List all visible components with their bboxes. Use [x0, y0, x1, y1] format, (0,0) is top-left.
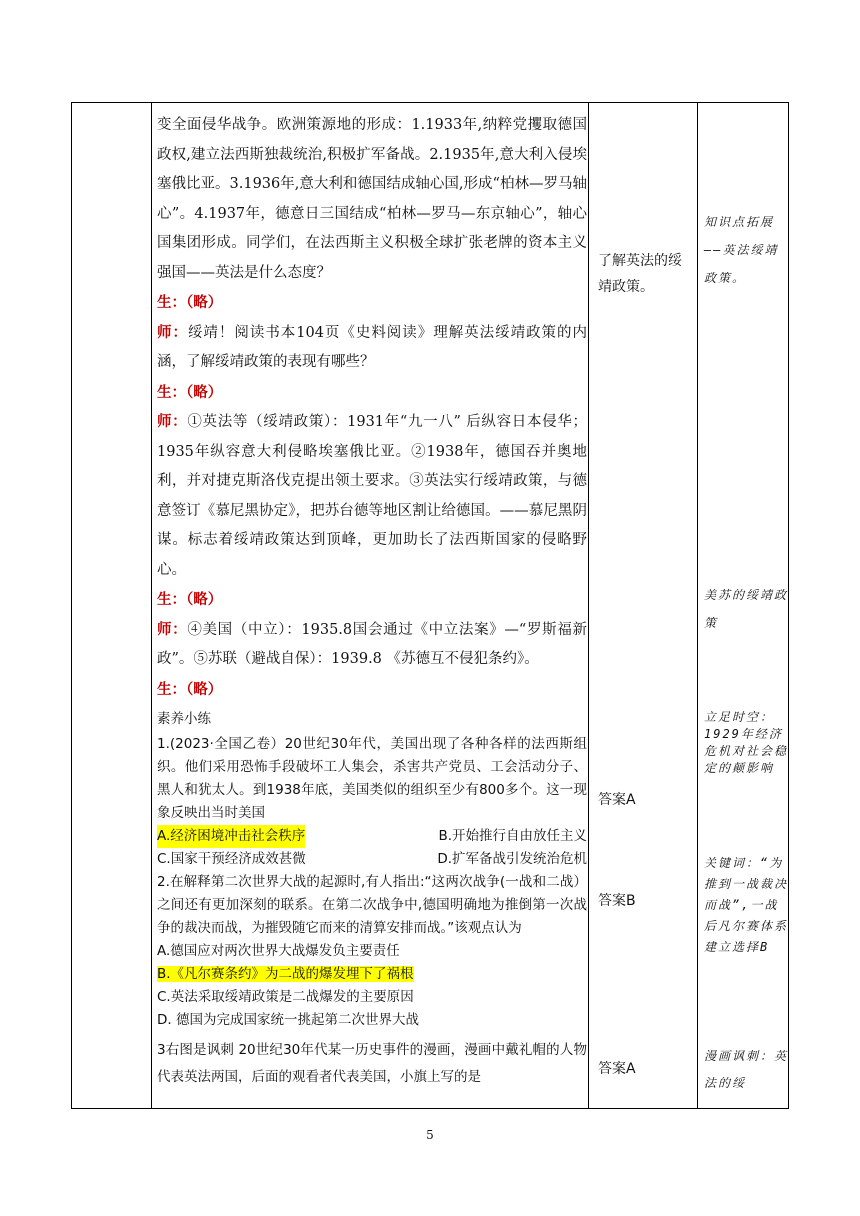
note-cell-5: 漫画讽刺：英法的绥: [704, 1049, 789, 1090]
goal-cell-1: 了解英法的绥靖政策。: [598, 253, 682, 295]
page-number: 5: [426, 1128, 434, 1142]
question-2-stem: 2.在解释第二次世界大战的起源时,有人指出:“这两次战争(一战和二战）之间还有更加深刻的联系。在第二次战争中,德国明确地为推倒第一次战争的裁决而战，为摧毁随它而来的清算安排而战。”该观点认为: [157, 874, 587, 936]
student-response: 生：（略）: [157, 383, 223, 401]
teacher-text: ④美国（中立）：1935.8国会通过《中立法案》—“罗斯福新政”。⑤苏联（避战自保）：1939.8 《苏德互不侵犯条约》。: [157, 621, 587, 667]
question-1-options-row-1: [157, 825, 587, 848]
answer-cell-2: 答案B: [598, 893, 636, 909]
note-cell-1: 知识点拓展——英法绥靖政策。: [704, 215, 779, 285]
teacher-label: 师：: [157, 323, 188, 341]
question-2-option-d: D. 德国为完成国家统一挑起第二次世界大战: [157, 1012, 419, 1028]
question-1-option-b: B.开始推行自由放任主义: [438, 828, 587, 844]
answer-cell-1: 答案A: [598, 792, 636, 808]
question-3-stem: 3右图是讽刺 20世纪30年代某一历史事件的漫画，漫画中戴礼帽的人物代表英法两国，后面的观看者代表美国，小旗上写的是: [157, 1042, 587, 1085]
question-2-option-c: C.英法采取绥靖政策是二战爆发的主要原因: [157, 989, 414, 1005]
column-divider-2: [588, 103, 589, 1108]
column-divider-1: [151, 103, 152, 1108]
teacher-paragraph-2: [157, 318, 587, 378]
teacher-text: ①英法等（绥靖政策）：1931年“九一八” 后纵容日本侵华；1935年纵容意大利侵略埃塞俄比亚。②1938年，德国吞并奥地利，并对捷克斯洛伐克提出领土要求。③英法实行绥靖政策，与德意签订《慕尼黑协定》，把苏台德等地区割让给德国。——慕尼黑阴谋。标志着绥靖政策达到顶峰，更加助长了法西斯国家的侵略野心。: [157, 414, 588, 578]
teaching-process-column: [157, 111, 587, 1091]
question-1-option-d: D.扩军备战引发统治危机: [437, 851, 587, 867]
question-1-stem: 1.(2023·全国乙卷）20世纪30年代，美国出现了各种各样的法西斯组织。他们采用恐怖手段破坏工人集会，杀害共产党员、工会活动分子、黑人和犹太人。到1938年底，美国类似的组织至少有800多个。这一现象反映出当时美国: [157, 736, 587, 821]
question-1-option-c: C.国家干预经济成效甚微: [157, 851, 306, 867]
question-1-option-a: A.经济困境冲击社会秩序: [157, 825, 305, 848]
lesson-table: [71, 102, 789, 1109]
note-cell-4: 关键词：“为推到一战裁决而战”,一战后凡尔赛体系建立选择B: [704, 856, 789, 954]
teacher-paragraph-3: [157, 407, 587, 585]
intro-paragraph: 变全面侵华战争。欧洲策源地的形成：1.1933年,纳粹党攫取德国政权,建立法西斯独裁统治,积极扩军备战。2.1935年,意大利入侵埃塞俄比亚。3.1936年,意大利和德国结成轴心国,形成“柏林—罗马轴心”。4.1937年，德意日三国结成“柏林—罗马—东京轴心”，轴心国集团形成。同学们，在法西斯主义积极全球扩张老牌的资本主义强国——英法是什么态度？: [157, 117, 587, 281]
practice-section: [157, 708, 587, 1091]
student-response: 生：（略）: [157, 591, 223, 608]
teacher-label: 师：: [157, 413, 188, 430]
practice-title: 素养小练: [157, 711, 211, 727]
teacher-label: 师：: [157, 620, 188, 638]
question-2-option-b: B.《凡尔赛条约》为二战的爆发埋下了祸根: [157, 966, 414, 982]
question-2-option-a: A.德国应对两次世界大战爆发负主要责任: [157, 943, 400, 959]
note-cell-3: 立足时空：1929年经济危机对社会稳定的颠影响: [704, 710, 789, 775]
note-cell-2: 美苏的绥靖政策: [704, 588, 789, 630]
student-response: 生：（略）: [157, 680, 223, 698]
question-1-options-row-2: [157, 848, 587, 871]
answer-cell-3: 答案A: [598, 1061, 636, 1077]
student-response: 生：（略）: [157, 294, 223, 311]
teacher-paragraph-4: [157, 615, 587, 675]
teacher-text: 绥靖！阅读书本104页《史料阅读》理解英法绥靖政策的内涵，了解绥靖政策的表现有哪些？: [157, 324, 587, 370]
column-divider-3: [697, 103, 698, 1108]
